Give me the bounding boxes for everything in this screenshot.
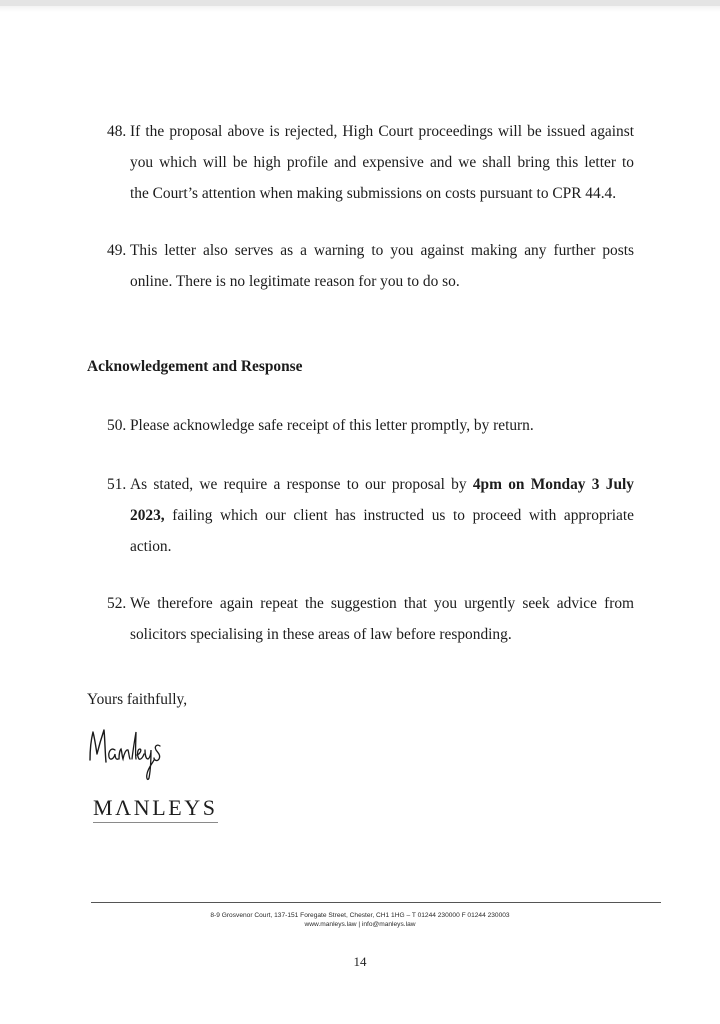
paragraph-number: 50. [107,417,127,434]
firm-logo: MΛNLEYS [93,795,218,820]
paragraph-line [107,469,634,500]
paragraph-text: If the proposal above is rejected, High Court proceedings will be issued against [130,123,634,140]
section-heading: Acknowledgement and Response [87,358,303,375]
logo-underline [93,822,218,823]
paragraph-line [107,235,634,266]
paragraph-line [107,116,634,147]
paragraph-line [107,500,634,531]
paragraph-48 [107,116,634,209]
footer-web-line: www.manleys.law | info@manleys.law [304,921,416,928]
paragraph-text: Please acknowledge safe receipt of this letter promptly, by return. [130,417,534,434]
paragraph-line [107,410,634,441]
paragraph-number: 48. [107,123,127,140]
paragraph-49 [107,235,634,297]
paragraph-number: 49. [107,242,127,259]
deadline-year: 2023, [130,507,165,524]
paragraph-52 [107,588,634,650]
paragraph-number: 51. [107,476,127,493]
paragraph-text: We therefore again repeat the suggestion that you urgently seek advice from [130,595,634,612]
paragraph-text: As stated, we require a response to our proposal by [130,476,467,493]
paragraph-number: 52. [107,595,127,612]
paragraph-line: online. There is no legitimate reason for you to do so. [130,273,460,290]
paragraph-51 [107,469,634,562]
paragraph-text: This letter also serves as a warning to you against making any further posts [130,242,634,259]
footer-address-line: 8-9 Grosvenor Court, 137-151 Foregate Street, Chester, CH1 1HG – T 01244 230000 F 01244 230003 [210,912,510,919]
closing-salutation: Yours faithfully, [87,691,188,708]
footer-contact [0,911,720,929]
paragraph-line: action. [130,538,172,555]
footer-divider [91,902,661,903]
signature-image [86,726,166,782]
page-number: 14 [353,954,367,969]
paragraph-line: solicitors specialising in these areas of law before responding. [130,626,512,643]
deadline-text: 4pm on Monday 3 July [472,476,634,493]
paragraph-line: you which will be high profile and expensive and we shall bring this letter to [130,154,634,171]
paragraph-50 [107,410,634,441]
paragraph-line: the Court’s attention when making submissions on costs pursuant to CPR 44.4. [130,185,617,202]
paragraph-line [107,588,634,619]
paragraph-text: failing which our client has instructed us to proceed with appropriate [172,507,634,524]
